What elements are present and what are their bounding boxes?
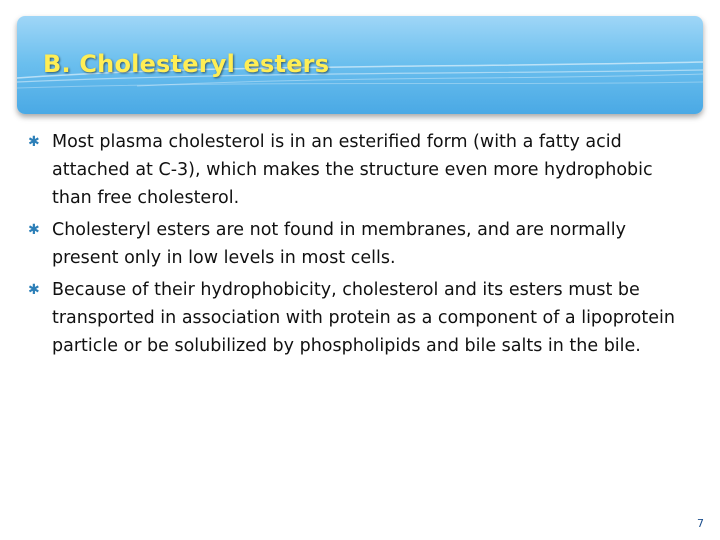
asterisk-bullet-icon: ✱ <box>28 222 40 238</box>
bullet-item <box>28 276 688 360</box>
bullet-text: Because of their hydrophobicity, cholesterol and its esters must be transported in association with protein as a component of a lipoprotein particle or be solubilized by phospholipids and bile salts in the bile. <box>52 280 675 356</box>
asterisk-bullet-icon: ✱ <box>28 134 40 150</box>
bullet-text: Most plasma cholesterol is in an esterified form (with a fatty acid attached at C-3), which makes the structure even more hydrophobic than free cholesterol. <box>52 132 653 208</box>
slide-number: 7 <box>697 517 704 530</box>
title-banner <box>17 16 703 114</box>
bullet-list <box>28 128 688 364</box>
bullet-item <box>28 216 688 272</box>
slide-title: B. Cholesteryl esters <box>43 50 330 78</box>
asterisk-bullet-icon: ✱ <box>28 282 40 298</box>
bullet-item <box>28 128 688 212</box>
bullet-text: Cholesteryl esters are not found in membranes, and are normally present only in low levels in most cells. <box>52 220 626 268</box>
